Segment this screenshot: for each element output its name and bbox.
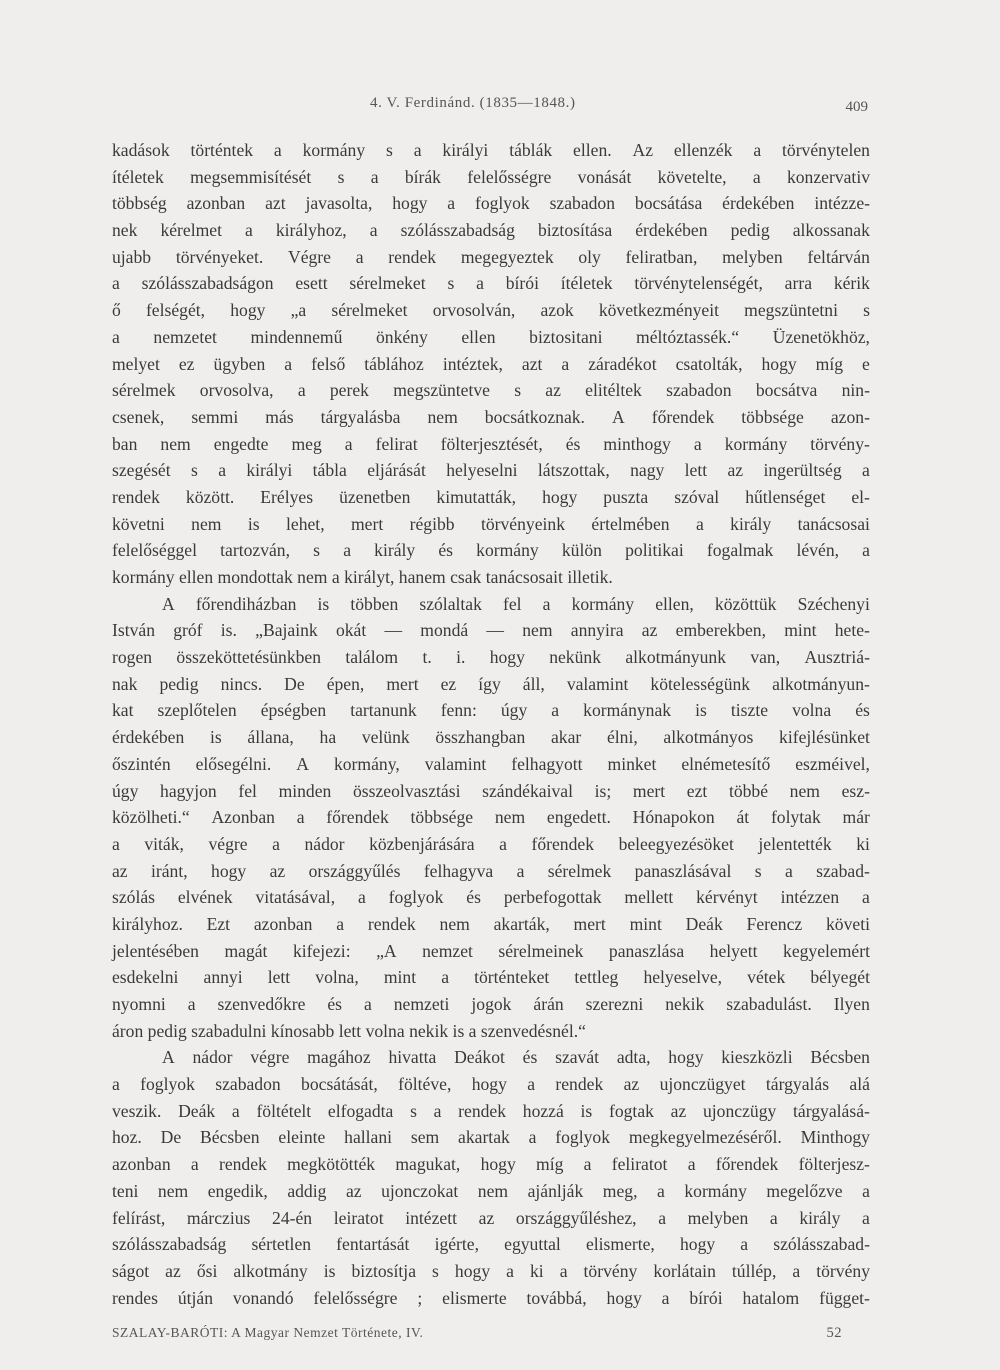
text-line: kormány ellen mondottak nem a királyt, hanem csak tanácsosait illetik. bbox=[112, 567, 613, 587]
text-line: nek kérelmet a királyhoz, a szólásszabadság biztosítása érdekében pedig alkossanak bbox=[112, 220, 870, 241]
text-line: érdekében is állana, ha velünk összhangban akar élni, alkotmányos kifejlésünket bbox=[112, 727, 870, 748]
text-line: a szólásszabadságon esett sérelmeket s a bírói ítéletek törvénytelenségét, arra kérik bbox=[112, 273, 870, 294]
text-line: szegését s a királyi tábla eljárását helyeselni látszottak, nagy lett az ingerültség a bbox=[112, 460, 870, 481]
text-line: teni nem engedik, addig az ujonczokat nem ajánlják meg, a kormány megelőzve a bbox=[112, 1180, 870, 1201]
text-line: kat szeplőtelen épségben tartanunk fenn: úgy a kormánynak is tiszte volna és bbox=[112, 700, 870, 721]
text-line: István gróf is. „Bajaink okát — mondá — nem annyira az emberekben, mint hete- bbox=[112, 620, 870, 641]
text-line: áron pedig szabadulni kínosabb lett volna nekik is a szenvedésnél.“ bbox=[112, 1020, 586, 1041]
text-line: követni nem is lehet, mert régibb törvényeink értelmében a király tanácsosai bbox=[112, 513, 870, 534]
text-line: többség azonban azt javasolta, hogy a foglyok szabadon bocsátása érdekében intézze- bbox=[112, 193, 870, 214]
text-line: melyet ez ügyben a felső táblához intéztek, azt a záradékot csatolták, hogy míg e bbox=[112, 353, 870, 374]
text-line: közölheti.“ Azonban a főrendek többsége nem engedett. Hónapokon át folytak már bbox=[112, 807, 870, 828]
text-line: jelentésében magát kifejezi: „A nemzet sérelmeinek panaszlása helyett kegyelemért bbox=[112, 940, 870, 961]
page-footer bbox=[112, 1325, 842, 1342]
text-line: a viták, végre a nádor közbenjárására a főrendek beleegyezésöket jelentették ki bbox=[112, 833, 870, 854]
body-text bbox=[112, 137, 870, 1311]
text-line: hoz. De Bécsben eleinte hallani sem akartak a foglyok megkegyelmezéséről. Minthogy bbox=[112, 1127, 870, 1148]
text-line: szólás elvének vitatásával, a foglyok és perbefogottak mellett kérvényt intézzen a bbox=[112, 887, 870, 908]
text-line: felelőséggel tartozván, s a király és kormány külön politikai fogalmak lévén, a bbox=[112, 540, 870, 561]
text-line: nyomni a szenvedőkre és a nemzeti jogok árán szerezni nekik szabadulást. Ilyen bbox=[112, 994, 870, 1014]
text-line: a foglyok szabadon bocsátását, föltéve, hogy a rendek az ujonczügyet tárgyalás alá bbox=[112, 1074, 870, 1095]
text-line: kadások történtek a kormány s a királyi táblák ellen. Az ellenzék a törvénytelen bbox=[112, 140, 870, 160]
text-line: rogen összeköttetésünkben találom t. i. hogy nekünk alkotmányunk van, Ausztriá- bbox=[112, 647, 870, 668]
text-line: A főrendiházban is többen szólaltak fel a kormány ellen, közöttük Széchenyi bbox=[162, 593, 870, 614]
text-line: azonban a rendek megkötötték magukat, hogy míg a feliratot a főrendek fölterjesz- bbox=[112, 1154, 870, 1175]
text-line: ő felségét, hogy „a sérelmeket orvosolván, azok következményeit megszüntetni s bbox=[112, 300, 870, 321]
text-line: szólásszabadság sértetlen fentartását igérte, egyuttal elismerte, hogy a szólásszabad- bbox=[112, 1234, 870, 1255]
text-line: az iránt, hogy az országgyűlés felhagyva a sérelmek panaszlásával s a szabad- bbox=[112, 860, 870, 881]
text-line: őszintén elősegélni. A kormány, valamint felhagyott minket elnémetesítő eszméivel, bbox=[112, 753, 870, 774]
text-line: csenek, semmi más tárgyalásba nem bocsátkoznak. A főrendek többsége azon- bbox=[112, 406, 870, 427]
text-line: felírást, márczius 24-én leiratot intézett az országgyűléshez, a melyben a király a bbox=[112, 1207, 870, 1228]
text-line: rendek között. Erélyes üzenetben kimutatták, hogy puszta szóval hűtlenséget el- bbox=[112, 486, 870, 507]
text-line: sérelmek orvosolva, a perek megszüntetve s az elitéltek szabadon bocsátva nin- bbox=[112, 380, 870, 401]
text-line: A nádor végre magához hivatta Deákot és szavát adta, hogy kieszközli Bécsben bbox=[162, 1047, 870, 1068]
text-line: ságot az ősi alkotmány is biztosítja s hogy a ki a törvény korlátain túllép, a törvény bbox=[112, 1260, 870, 1281]
printer-signature: 52 bbox=[826, 1325, 842, 1341]
text-line: ujabb törvényeket. Végre a rendek megegyeztek oly feliratban, melyben feltárván bbox=[112, 246, 870, 267]
text-line: nak pedig nincs. De épen, mert ez így áll, valamint kötelességünk alkotmányun- bbox=[112, 673, 870, 694]
text-line: ítéletek megsemmisítését s a bírák felelősségre vonását követelte, a konzervativ bbox=[112, 166, 870, 187]
running-title: 4. V. Ferdinánd. (1835—1848.) bbox=[370, 95, 576, 111]
page-number: 409 bbox=[845, 99, 868, 115]
text-line: a nemzetet mindennemű önkény ellen biztositani méltóztassék.“ Üzenetökhöz, bbox=[112, 326, 870, 347]
text-line: úgy hagyjon fel minden összeolvasztási szándékaival is; mert ezt többé nem esz- bbox=[112, 780, 870, 801]
text-line: veszik. Deák a föltételt elfogadta s a rendek hozzá is fogtak az ujonczügy tárgyalásá- bbox=[112, 1100, 870, 1121]
footer-citation: SZALAY-BARÓTI: A Magyar Nemzet Története, IV. bbox=[112, 1325, 424, 1340]
text-line: királyhoz. Ezt azonban a rendek nem akarták, mert mint Deák Ferencz követi bbox=[112, 913, 870, 934]
text-line: rendes útján vonandó felelősségre ; elismerte továbbá, hogy a bírói hatalom függet- bbox=[112, 1287, 870, 1308]
text-line: esdekelni annyi lett volna, mint a történteket tettleg helyeselve, vétek bélyegét bbox=[112, 967, 870, 988]
text-line: ban nem engedte meg a felirat fölterjesztését, és minthogy a kormány törvény- bbox=[112, 433, 870, 454]
